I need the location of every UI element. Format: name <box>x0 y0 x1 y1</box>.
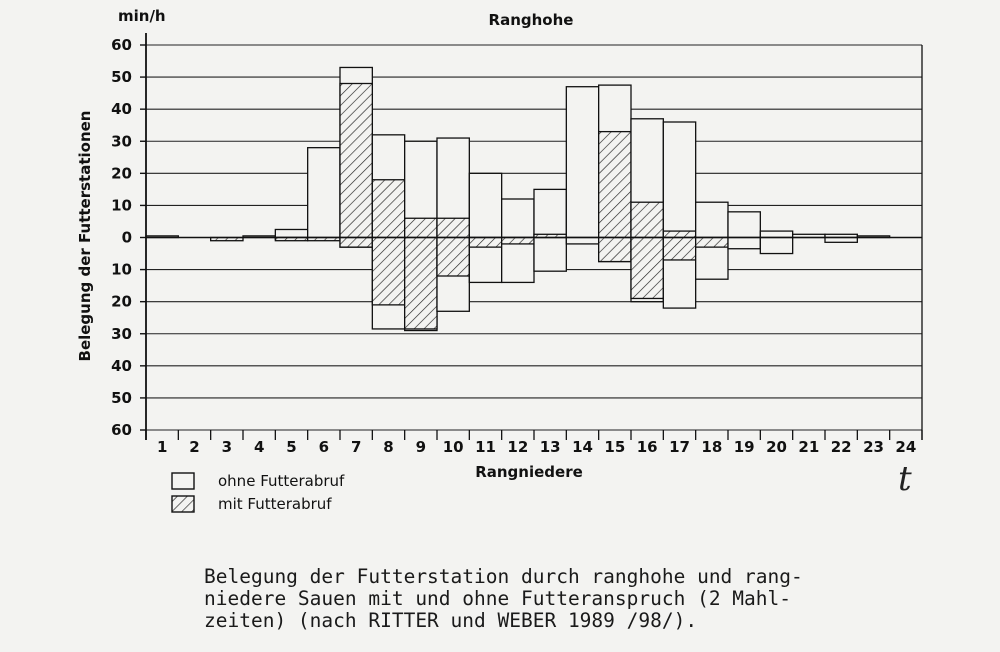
x-tick-label: 7 <box>350 438 362 456</box>
x-tick-label: 19 <box>733 438 755 456</box>
chart-title: Ranghohe <box>488 11 574 29</box>
legend-swatch-hatched <box>172 496 194 512</box>
bar-ohne-ranghohe <box>663 122 695 238</box>
bar-mit-ranghohe <box>631 202 663 237</box>
bar-mit-ranghohe <box>372 180 404 238</box>
bar-ohne-ranghohe <box>566 87 598 238</box>
x-tick-label: 23 <box>863 438 884 456</box>
bar-mit-ranghohe <box>663 231 695 237</box>
bar-ohne-ranghohe <box>534 189 566 237</box>
y-tick-label: 40 <box>111 356 132 375</box>
x-tick-label: 22 <box>830 438 852 456</box>
x-tick-labels <box>157 438 916 456</box>
y-tick-label: 10 <box>111 196 132 215</box>
x-tick-label: 1 <box>156 438 168 456</box>
bar-mit-ranghohe <box>437 218 469 237</box>
bar-mit-rangniedere <box>502 238 534 244</box>
bar-ohne-ranghohe <box>469 173 501 237</box>
x-tick-label: 11 <box>475 438 496 456</box>
y-tick-label: 60 <box>111 421 132 439</box>
y-tick-label: 40 <box>111 100 132 119</box>
bars <box>146 67 922 330</box>
x-tick-label: 18 <box>701 438 723 456</box>
bar-mit-ranghohe <box>405 218 437 237</box>
y-tick-labels <box>111 36 132 439</box>
bar-ohne-ranghohe <box>502 199 534 238</box>
x-tick-label: 12 <box>507 438 529 456</box>
bar-mit-rangniedere <box>340 238 372 248</box>
legend-swatch-open <box>172 473 194 489</box>
bar-ohne-rangniedere <box>566 238 598 244</box>
x-tick-label: 10 <box>442 438 464 456</box>
x-tick-label: 5 <box>286 438 297 456</box>
x-tick-label: 14 <box>572 438 593 456</box>
unit-label: min/h <box>118 7 166 25</box>
y-tick-label: 0 <box>121 228 132 247</box>
x-tick-label: 9 <box>415 438 427 456</box>
y-tick-label: 20 <box>111 164 132 183</box>
x-tick-label: 21 <box>798 438 820 456</box>
bar-ohne-ranghohe <box>275 229 307 237</box>
x-tick-label: 13 <box>539 438 561 456</box>
x-tick-label: 15 <box>604 438 626 456</box>
handwritten-mark: t <box>898 459 912 499</box>
bar-ohne-ranghohe <box>696 202 728 237</box>
bar-mit-rangniedere <box>405 238 437 329</box>
x-tick-label: 2 <box>189 438 200 456</box>
x-tick-label: 17 <box>669 438 690 456</box>
legend-label-open: ohne Futterabruf <box>218 472 345 490</box>
x-tick-label: 16 <box>636 438 658 456</box>
y-axis-label: Belegung der Futterstationen <box>76 110 94 362</box>
y-tick-label: 50 <box>111 388 132 407</box>
bar-ohne-ranghohe <box>760 231 792 237</box>
x-tick-label: 20 <box>766 438 787 456</box>
legend <box>172 472 345 513</box>
y-tick-label: 30 <box>111 324 132 343</box>
y-tick-label: 30 <box>111 132 132 151</box>
bar-ohne-rangniedere <box>760 238 792 254</box>
bar-ohne-ranghohe <box>308 148 340 238</box>
bar-ohne-rangniedere <box>728 238 760 249</box>
bar-mit-rangniedere <box>599 238 631 262</box>
bar-mit-ranghohe <box>340 84 372 238</box>
x-tick-label: 24 <box>895 438 917 456</box>
y-tick-label: 50 <box>111 68 132 87</box>
bar-mit-rangniedere <box>469 238 501 248</box>
bar-mit-rangniedere <box>663 238 695 260</box>
x-tick-label: 3 <box>221 438 233 456</box>
x-tick-label: 6 <box>318 438 330 456</box>
bar-mit-rangniedere <box>372 238 404 305</box>
bar-ohne-ranghohe <box>728 212 760 238</box>
x-axis-label: Rangniedere <box>475 463 583 481</box>
x-tick-label: 8 <box>383 438 394 456</box>
bar-ohne-rangniedere <box>534 238 566 272</box>
y-tick-label: 10 <box>111 260 132 279</box>
bar-mit-rangniedere <box>631 238 663 299</box>
bar-mit-ranghohe <box>599 132 631 238</box>
bar-mit-rangniedere <box>437 238 469 277</box>
bar-mit-rangniedere <box>696 238 728 248</box>
y-tick-label: 20 <box>111 292 132 311</box>
y-tick-label: 60 <box>111 36 132 54</box>
legend-label-hatched: mit Futterabruf <box>218 495 332 513</box>
x-tick-label: 4 <box>253 438 265 456</box>
figure-caption: Belegung der Futterstation durch ranghohe und rang- niedere Sauen mit und ohne Futteranspruch (2 Mahl- zeiten) (nach RITTER und WEBER 1989 /98/). <box>204 565 803 632</box>
